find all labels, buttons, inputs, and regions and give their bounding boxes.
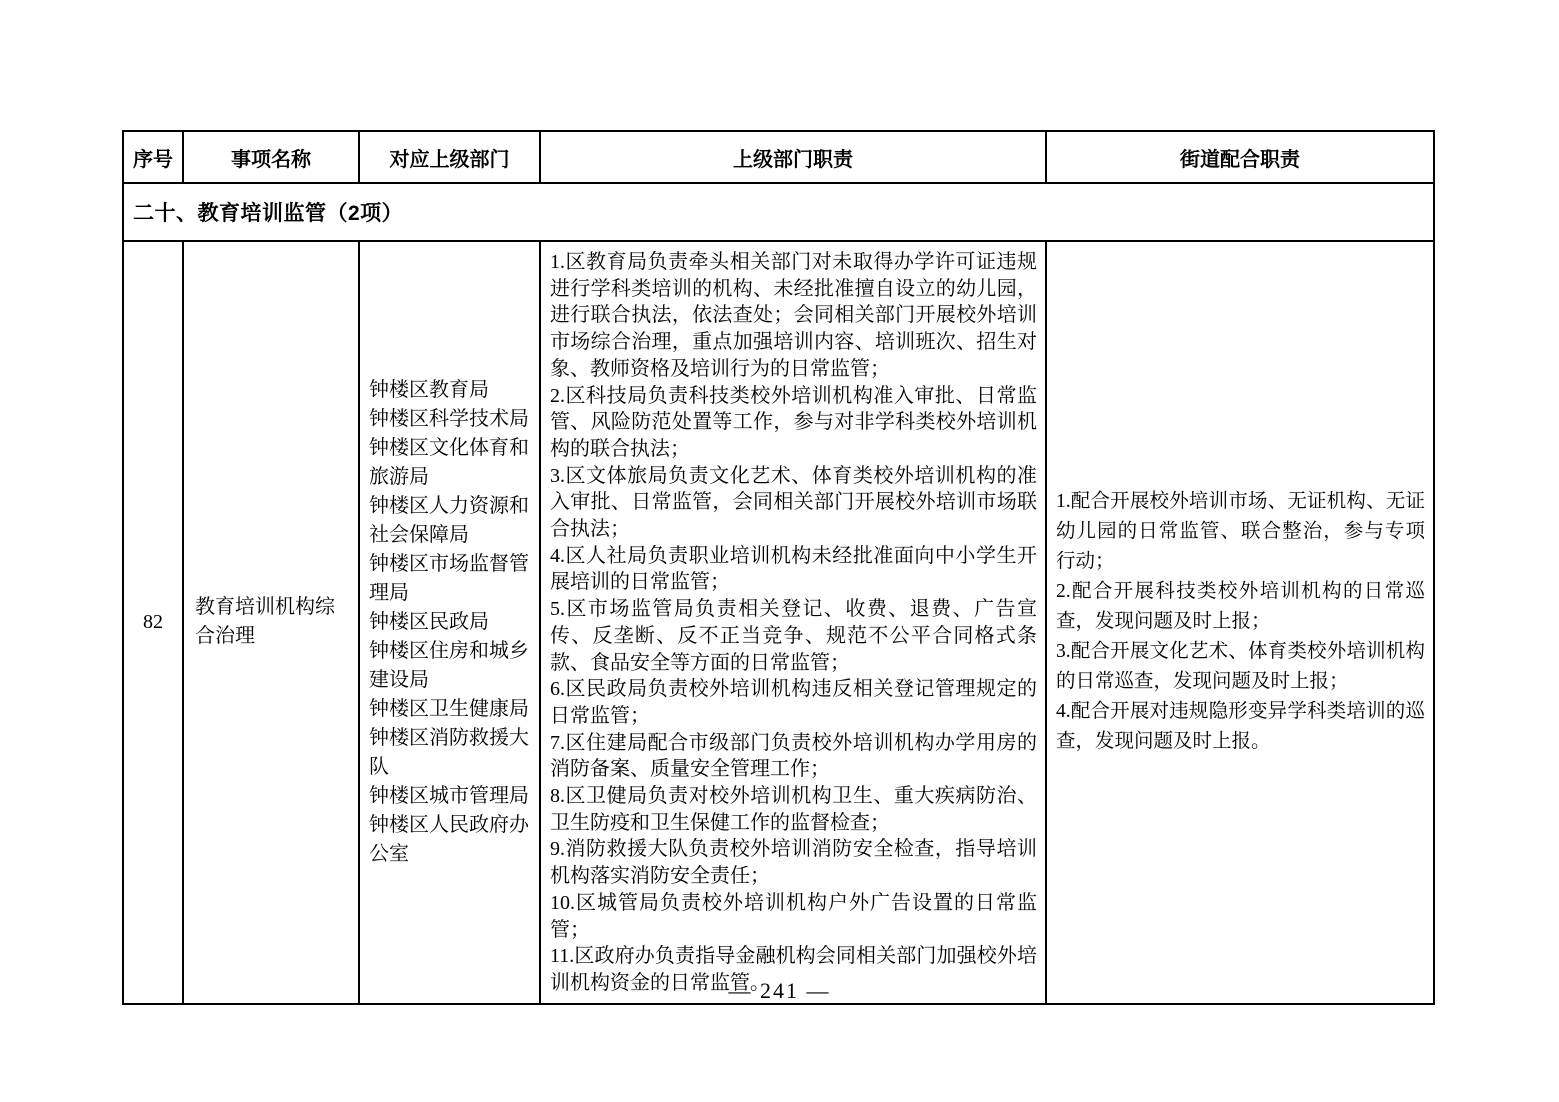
department-line: 钟楼区市场监督管理局: [369, 552, 529, 604]
table-header-row: [123, 131, 1434, 183]
street-duties-cell: [1046, 241, 1434, 1004]
street-duty-paragraph: 2.配合开展科技类校外培训机构的日常巡查，发现问题及时上报；: [1056, 581, 1425, 633]
superior-duty-paragraph: 11.区政府办负责指导金融机构会同相关部门加强校外培训机构资金的日常监管。: [550, 945, 1037, 994]
table-row: [123, 241, 1434, 1004]
department-line: 钟楼区城市管理局: [369, 784, 529, 807]
department-line: 钟楼区人民政府办公室: [369, 813, 529, 865]
column-header-street-duties: 街道配合职责: [1046, 131, 1434, 183]
superior-duty-paragraph: 6.区民政局负责校外培训机构违反相关登记管理规定的日常监管；: [550, 678, 1037, 727]
column-header-superior-duties: 上级部门职责: [540, 131, 1046, 183]
serial-number-cell: 82: [123, 241, 183, 1004]
department-line: 钟楼区民政局: [369, 610, 489, 633]
department-line: 钟楼区文化体育和旅游局: [369, 436, 529, 488]
superior-duty-paragraph: 2.区科技局负责科技类校外培训机构准入审批、日常监管、风险防范处置等工作，参与对非学科类校外培训机构的联合执法；: [550, 384, 1037, 460]
superior-duty-paragraph: 5.区市场监管局负责相关登记、收费、退费、广告宣传、反垄断、反不正当竞争、规范不公平合同格式条款、食品安全等方面的日常监管；: [550, 598, 1037, 674]
superior-duties-cell: [540, 241, 1046, 1004]
item-name-cell: 教育培训机构综合治理: [183, 241, 359, 1004]
superior-duty-paragraph: 8.区卫健局负责对校外培训机构卫生、重大疾病防治、卫生防疫和卫生保健工作的监督检查；: [550, 785, 1037, 834]
street-duty-paragraph: 4.配合开展对违规隐形变异学科类培训的巡查，发现问题及时上报。: [1056, 701, 1425, 753]
department-line: 钟楼区住房和城乡建设局: [369, 639, 529, 691]
column-header-serial: 序号: [123, 131, 183, 183]
superior-duty-paragraph: 3.区文体旅局负责文化艺术、体育类校外培训机构的准入审批、日常监管，会同相关部门开展校外培训市场联合执法；: [550, 464, 1037, 541]
department-line: 钟楼区教育局: [369, 378, 489, 401]
column-header-superior-department: 对应上级部门: [359, 131, 540, 183]
superior-duty-paragraph: 10.区城管局负责校外培训机构户外广告设置的日常监管；: [550, 891, 1037, 941]
column-header-item-name: 事项名称: [183, 131, 359, 183]
superior-duty-paragraph: 7.区住建局配合市级部门负责校外培训机构办学用房的消防备案、质量安全管理工作；: [550, 731, 1037, 781]
superior-duty-paragraph: 9.消防救援大队负责校外培训消防安全检查，指导培训机构落实消防安全责任；: [550, 838, 1037, 888]
department-line: 钟楼区卫生健康局: [369, 697, 529, 720]
department-line: 钟楼区消防救援大队: [369, 726, 529, 778]
responsibility-matrix-table: [122, 130, 1435, 1005]
department-line: 钟楼区科学技术局: [369, 407, 529, 430]
section-title: 二十、教育培训监管（2项）: [123, 183, 1434, 241]
section-header-row: [123, 183, 1434, 241]
departments-cell: [359, 241, 540, 1004]
department-line: 钟楼区人力资源和社会保障局: [369, 494, 529, 546]
page-number: — 241 —: [728, 978, 831, 1003]
superior-duty-paragraph: 4.区人社局负责职业培训机构未经批准面向中小学生开展培训的日常监管；: [550, 544, 1037, 594]
street-duty-paragraph: 1.配合开展校外培训市场、无证机构、无证幼儿园的日常监管、联合整治，参与专项行动；: [1056, 491, 1425, 573]
superior-duty-paragraph: 1.区教育局负责牵头相关部门对未取得办学许可证违规进行学科类培训的机构、未经批准擅自设立的幼儿园，进行联合执法，依法查处；会同相关部门开展校外培训市场综合治理，重点加强培训内容、培训班次、招生对象、教师资格及培训行为的日常监管；: [550, 251, 1037, 380]
street-duty-paragraph: 3.配合开展文化艺术、体育类校外培训机构的日常巡查，发现问题及时上报；: [1056, 641, 1425, 693]
